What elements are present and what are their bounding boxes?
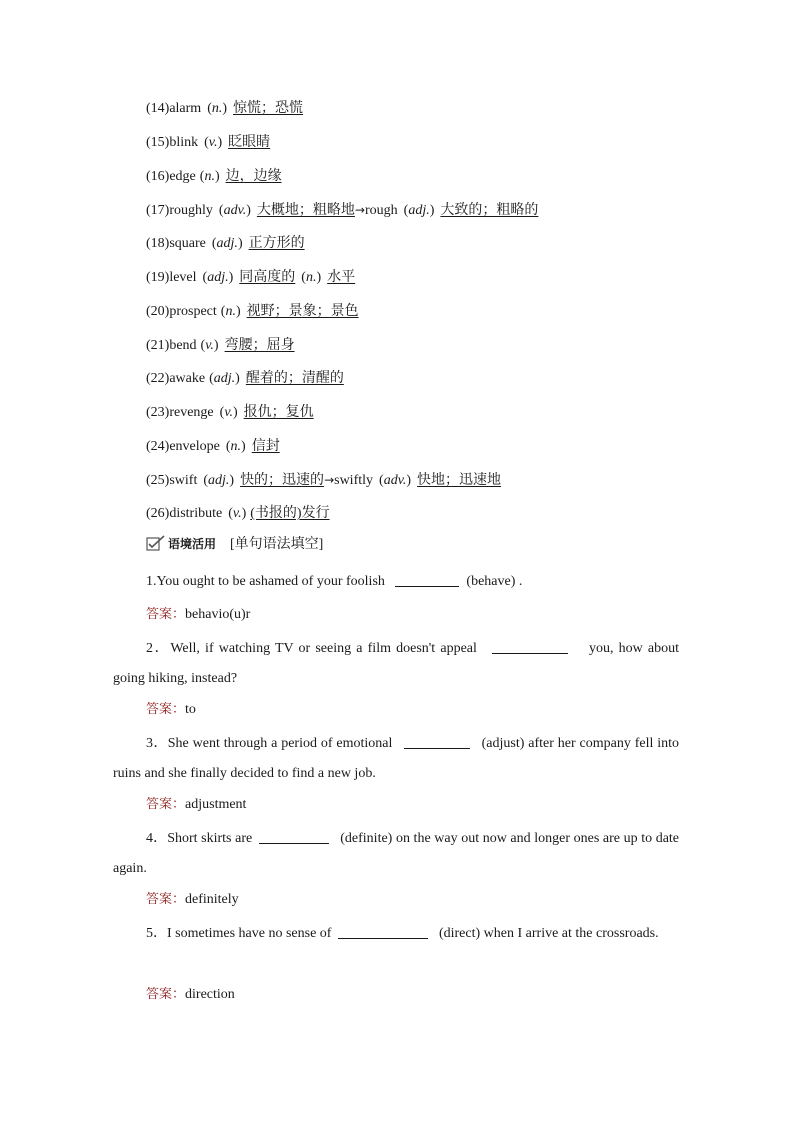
answer-blank[interactable]	[259, 829, 329, 844]
answer-line	[146, 795, 246, 815]
answer-label: 答案：	[146, 987, 186, 1002]
question-text: Short skirts are	[167, 831, 253, 846]
question	[113, 919, 679, 949]
definition: 边，边缘	[225, 169, 282, 184]
question-hint: (adjust)	[481, 736, 525, 751]
vocab-item: (19)level (adj.) 同高度的 (n.) 水平	[146, 270, 356, 285]
part-of-speech: n.	[225, 304, 236, 319]
item-number: (17)	[146, 203, 170, 218]
part-of-speech: n.	[204, 169, 215, 184]
question	[113, 634, 679, 694]
answer-text: definitely	[185, 892, 239, 907]
vocab-item: (18)square (adj.) 正方形的	[146, 236, 305, 251]
question-text: after her company fell into ruins and she finally decided to find a new job.	[113, 736, 680, 781]
part-of-speech: adv.	[223, 203, 247, 218]
definition: 大致的；粗略的	[440, 203, 539, 218]
word: edge	[169, 169, 196, 184]
vocab-item: (16)edge (n.) 边，边缘	[146, 169, 282, 184]
part-of-speech: v.	[232, 506, 242, 521]
word: square	[169, 236, 206, 251]
word: roughly	[169, 203, 213, 218]
definition: 正方形的	[248, 236, 305, 251]
definition: 视野；景象；景色	[246, 304, 359, 319]
question-text: on the way out now and longer ones are up to date again.	[113, 831, 680, 876]
definition: 醒着的；清醒的	[245, 371, 344, 386]
question-number: 5．	[146, 926, 167, 941]
word: prospect	[169, 304, 217, 319]
definition: 信封	[251, 439, 280, 454]
answer-line	[146, 890, 239, 910]
question-text: I sometimes have no sense of	[167, 926, 332, 941]
part-of-speech: adj.	[216, 236, 238, 251]
answer-label: 答案：	[146, 892, 186, 907]
definition: 同高度的	[239, 270, 296, 285]
answer-label: 答案：	[146, 797, 186, 812]
word: bend	[169, 338, 197, 353]
question-number: 1.	[146, 574, 157, 589]
word: swift	[169, 473, 198, 488]
vocab-item: (15)blink (v.) 眨眼睛	[146, 135, 271, 150]
answer-line	[146, 605, 250, 625]
vocab-item: (23)revenge (v.) 报仇；复仇	[146, 405, 314, 420]
section-header	[146, 534, 323, 554]
word: level	[169, 270, 197, 285]
question-text: You ought to be ashamed of your foolish	[156, 574, 385, 589]
question-number: 3．	[146, 736, 168, 751]
question-text: when I arrive at the crossroads.	[483, 926, 659, 941]
definition: 快的；迅速的	[240, 473, 325, 488]
part-of-speech: v.	[205, 338, 214, 353]
question	[113, 729, 679, 789]
question	[113, 567, 679, 597]
vocab-item: (22)awake (adj.) 醒着的；清醒的	[146, 371, 344, 386]
word: awake	[169, 371, 206, 386]
answer-text: adjustment	[185, 797, 247, 812]
item-number: (20)	[146, 304, 170, 319]
part-of-speech: adj.	[208, 473, 230, 488]
derivation-arrow: →	[324, 473, 335, 487]
question-text: She went through a period of emotional	[167, 736, 393, 751]
item-number: (21)	[146, 338, 170, 353]
vocab-item: (24)envelope (n.) 信封	[146, 439, 280, 454]
part-of-speech: v.	[208, 135, 218, 150]
answer-text: to	[185, 702, 196, 717]
answer-label: 答案：	[146, 607, 186, 622]
part-of-speech: n.	[211, 101, 223, 116]
definition: 报仇；复仇	[243, 405, 314, 420]
item-number: (24)	[146, 439, 170, 454]
part-of-speech: n.	[230, 439, 242, 454]
vocab-item: (17)roughly (adv.) 大概地；粗略地→rough (adj.) 大致的；粗略的	[146, 203, 539, 218]
pencil-check-icon	[146, 535, 166, 551]
part-of-speech: adj.	[408, 203, 430, 218]
item-number: (16)	[146, 169, 170, 184]
question-hint: (definite)	[340, 831, 393, 846]
part-of-speech: adj.	[207, 270, 229, 285]
question	[113, 824, 679, 884]
question-text: you, how about going hiking, instead?	[113, 641, 680, 686]
part-of-speech: adj.	[213, 371, 236, 386]
question-number: 2．	[146, 641, 171, 656]
part-of-speech: v.	[224, 405, 233, 420]
word: swiftly	[334, 473, 374, 488]
item-number: (18)	[146, 236, 170, 251]
answer-line	[146, 985, 235, 1005]
definition: (书报的)发行	[250, 506, 330, 521]
item-number: (26)	[146, 506, 170, 521]
vocab-item: (20)prospect (n.) 视野；景象；景色	[146, 304, 359, 319]
section-tag: 语境活用	[168, 537, 217, 551]
item-number: (15)	[146, 135, 170, 150]
answer-blank[interactable]	[338, 924, 428, 939]
definition: 大概地；粗略地	[256, 203, 355, 218]
vocab-item: (25)swift (adj.) 快的；迅速的→swiftly (adv.) 快地；迅速地	[146, 473, 502, 488]
word: revenge	[169, 405, 214, 420]
answer-line	[146, 700, 196, 720]
item-number: (14)	[146, 101, 170, 116]
definition: 惊慌；恐慌	[233, 101, 304, 116]
word: blink	[169, 135, 199, 150]
derivation-arrow: →	[354, 203, 365, 217]
definition: 快地；迅速地	[417, 473, 502, 488]
answer-blank[interactable]	[492, 639, 568, 654]
answer-text: direction	[185, 987, 235, 1002]
vocab-item: (21)bend (v.) 弯腰；屈身	[146, 338, 295, 353]
question-hint: (behave) .	[466, 574, 523, 589]
item-number: (22)	[146, 371, 170, 386]
word: rough	[364, 203, 398, 218]
item-number: (25)	[146, 473, 170, 488]
section-title: [单句语法填空]	[230, 537, 324, 552]
word: alarm	[169, 101, 202, 116]
definition: 水平	[327, 270, 356, 285]
question-number: 4．	[146, 831, 168, 846]
part-of-speech: adv.	[383, 473, 407, 488]
answer-blank[interactable]	[404, 734, 470, 749]
item-number: (23)	[146, 405, 170, 420]
answer-text: behavio(u)r	[185, 607, 251, 622]
answer-label: 答案：	[146, 702, 186, 717]
definition: 眨眼睛	[228, 135, 271, 150]
item-number: (19)	[146, 270, 170, 285]
word: distribute	[169, 506, 223, 521]
question-hint: (direct)	[438, 926, 481, 941]
vocab-item: (26)distribute (v.) (书报的)发行	[146, 506, 330, 521]
part-of-speech: n.	[305, 270, 317, 285]
definition: 弯腰；屈身	[224, 338, 295, 353]
word: envelope	[169, 439, 220, 454]
vocab-item: (14)alarm (n.) 惊慌；恐慌	[146, 101, 304, 116]
answer-blank[interactable]	[395, 572, 459, 587]
question-text: Well, if watching TV or seeing a film doesn't appeal	[170, 641, 477, 656]
